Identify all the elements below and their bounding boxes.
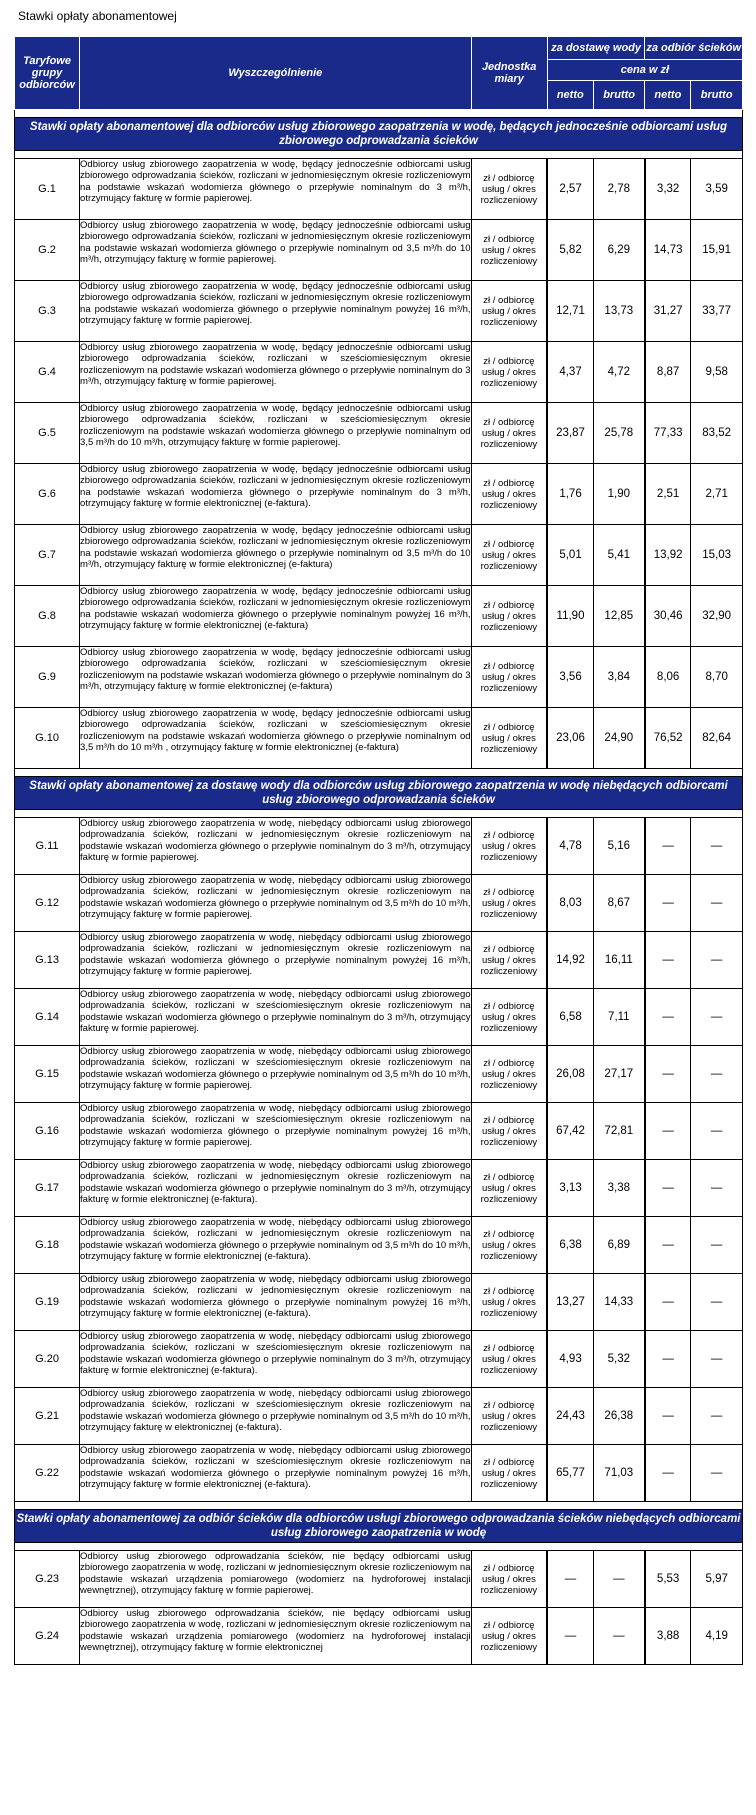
water-brutto: 5,32	[593, 1331, 645, 1388]
water-netto: 3,13	[547, 1160, 593, 1217]
table-row	[15, 1046, 743, 1103]
table-row	[15, 586, 743, 647]
unit-cell: zł / odbiorcę usług / okres rozliczeniowy	[471, 159, 547, 220]
section-title: Stawki opłaty abonamentowej za dostawę wody dla odbiorców usług zbiorowego zaopatrzenia w wodę niebędących odbiorcami usług zbiorowego odprowadzania ścieków	[15, 777, 743, 810]
unit-cell: zł / odbiorcę usług / okres rozliczeniowy	[471, 932, 547, 989]
water-netto: 12,71	[547, 281, 593, 342]
water-netto: 14,92	[547, 932, 593, 989]
group-code: G.24	[15, 1608, 80, 1665]
table-row	[15, 220, 743, 281]
water-netto: 8,03	[547, 875, 593, 932]
table-row	[15, 1274, 743, 1331]
table-row	[15, 708, 743, 769]
unit-cell: zł / odbiorcę usług / okres rozliczeniowy	[471, 1608, 547, 1665]
water-netto: —	[547, 1551, 593, 1608]
group-description: Odbiorcy usług zbiorowego zaopatrzenia w wodę, będący jednocześnie odbiorcami usług zbiorowego odprowadzania ścieków, rozliczani w jednomiesięcznym okresie rozliczeniowym na podstawie wskazań wodomierza głównego o przepływie nominalnym powyżej 16 m³/h, otrzymujący fakturę w formie elektronicznej (e-faktura)	[80, 586, 471, 647]
water-netto: 4,93	[547, 1331, 593, 1388]
water-brutto: 13,73	[593, 281, 645, 342]
group-code: G.20	[15, 1331, 80, 1388]
group-code: G.13	[15, 932, 80, 989]
sewage-netto: 30,46	[645, 586, 691, 647]
water-netto: 24,43	[547, 1388, 593, 1445]
group-code: G.11	[15, 818, 80, 875]
water-netto: 3,56	[547, 647, 593, 708]
group-code: G.23	[15, 1551, 80, 1608]
unit-cell: zł / odbiorcę usług / okres rozliczeniowy	[471, 281, 547, 342]
water-brutto: 7,11	[593, 989, 645, 1046]
sewage-netto: 77,33	[645, 403, 691, 464]
unit-cell: zł / odbiorcę usług / okres rozliczeniowy	[471, 1160, 547, 1217]
sewage-netto: —	[645, 989, 691, 1046]
unit-cell: zł / odbiorcę usług / okres rozliczeniowy	[471, 1103, 547, 1160]
water-netto: 23,87	[547, 403, 593, 464]
table-row	[15, 281, 743, 342]
water-netto: 65,77	[547, 1445, 593, 1502]
unit-cell: zł / odbiorcę usług / okres rozliczeniowy	[471, 1445, 547, 1502]
water-netto: 5,01	[547, 525, 593, 586]
group-code: G.10	[15, 708, 80, 769]
sewage-brutto: 3,59	[691, 159, 743, 220]
water-brutto: 12,85	[593, 586, 645, 647]
section-title: Stawki opłaty abonamentowej za odbiór ścieków dla odbiorców usługi zbiorowego odprowadzania ścieków niebędących odbiorcami usług zbiorowego zaopatrzenia w wodę	[15, 1510, 743, 1543]
sewage-netto: —	[645, 1046, 691, 1103]
sewage-netto-header: netto	[645, 80, 691, 109]
group-code: G.7	[15, 525, 80, 586]
group-description: Odbiorcy usług zbiorowego zaopatrzenia w wodę, niebędący odbiorcami usług zbiorowego odprowadzania ścieków, rozliczani w jednomiesięcznym okresie rozliczeniowym na podstawie wskazań wodomierza głównego o przepływie nominalnym od 3,5 m³/h do 10 m³/h, otrzymujący fakturę w formie papierowej.	[80, 875, 471, 932]
table-row	[15, 1445, 743, 1502]
sewage-brutto-header: brutto	[691, 80, 743, 109]
group-description: Odbiorcy usług zbiorowego odprowadzania ścieków, nie będący odbiorcami usług zbiorowego zaopatrzenia w wodę, rozliczani w jednomiesięcznym okresie rozliczeniowym na podstawie wskazań urządzenia pomiarowego (wodomierz na hydroforowej instalacji wewnętrznej), otrzymujący fakturę w formie papierowej.	[80, 1551, 471, 1608]
group-description: Odbiorcy usług zbiorowego zaopatrzenia w wodę, niebędący odbiorcami usług zbiorowego odprowadzania ścieków, rozliczani w sześciomiesięcznym okresie rozliczeniowym na podstawie wskazań wodomierza głównego o przepływie nominalnym do 3 m³/h, otrzymujący fakturę w formie papierowej.	[80, 989, 471, 1046]
water-netto: 6,58	[547, 989, 593, 1046]
group-code: G.2	[15, 220, 80, 281]
sewage-netto: —	[645, 1103, 691, 1160]
unit-cell: zł / odbiorcę usług / okres rozliczeniowy	[471, 1217, 547, 1274]
sewage-brutto: —	[691, 1274, 743, 1331]
tariff-table	[14, 36, 743, 1665]
unit-cell: zł / odbiorcę usług / okres rozliczeniowy	[471, 1388, 547, 1445]
sewage-brutto: —	[691, 818, 743, 875]
water-brutto: 6,89	[593, 1217, 645, 1274]
unit-cell: zł / odbiorcę usług / okres rozliczeniowy	[471, 586, 547, 647]
sewage-netto: 8,87	[645, 342, 691, 403]
water-netto: 23,06	[547, 708, 593, 769]
sewage-netto: 14,73	[645, 220, 691, 281]
group-code: G.22	[15, 1445, 80, 1502]
water-brutto: 3,84	[593, 647, 645, 708]
col-unit-header: Jednostka miary	[471, 37, 547, 110]
water-brutto: 71,03	[593, 1445, 645, 1502]
table-row	[15, 1331, 743, 1388]
water-brutto: 4,72	[593, 342, 645, 403]
water-brutto: 25,78	[593, 403, 645, 464]
table-row	[15, 818, 743, 875]
water-brutto: 8,67	[593, 875, 645, 932]
group-description: Odbiorcy usług zbiorowego zaopatrzenia w wodę, będący jednocześnie odbiorcami usług zbiorowego odprowadzania ścieków, rozliczani w jednomiesięcznym okresie rozliczeniowym na podstawie wskazań wodomierza głównego o przepływie nominalnym od 3,5 m³/h do 10 m³/h, otrzymujący fakturę w formie elektronicznej (e-faktura)	[80, 525, 471, 586]
sewage-netto: 5,53	[645, 1551, 691, 1608]
water-brutto: 72,81	[593, 1103, 645, 1160]
water-netto: 67,42	[547, 1103, 593, 1160]
section-title: Stawki opłaty abonamentowej dla odbiorców usług zbiorowego zaopatrzenia w wodę, będących jednocześnie odbiorcami usług zbiorowego odprowadzania ścieków	[15, 118, 743, 151]
group-description: Odbiorcy usług zbiorowego zaopatrzenia w wodę, będący jednocześnie odbiorcami usług zbiorowego odprowadzania ścieków, rozliczani w jednomiesięcznym okresie rozliczeniowym na podstawie wskazań wodomierza głównego o przepływie nominalnym powyżej 16 m³/h, otrzymujący fakturę w formie papierowej.	[80, 281, 471, 342]
sewage-netto: 13,92	[645, 525, 691, 586]
water-brutto: 27,17	[593, 1046, 645, 1103]
sewage-brutto: 5,97	[691, 1551, 743, 1608]
group-description: Odbiorcy usług zbiorowego zaopatrzenia w wodę, niebędący odbiorcami usług zbiorowego odprowadzania ścieków, rozliczani w jednomiesięcznym okresie rozliczeniowym na podstawie wskazań wodomierza głównego o przepływie nominalnym do 3 m³/h, otrzymujący fakturę w formie elektronicznej (e-faktura).	[80, 1160, 471, 1217]
group-description: Odbiorcy usług zbiorowego zaopatrzenia w wodę, niebędący odbiorcami usług zbiorowego odprowadzania ścieków, rozliczani w sześciomiesięcznym okresie rozliczeniowym na podstawie wskazań wodomierza głównego o przepływie nominalnym do 3 m³/h, otrzymujący fakturę w formie elektronicznej (e-faktura).	[80, 1331, 471, 1388]
sewage-brutto: 83,52	[691, 403, 743, 464]
water-brutto: 24,90	[593, 708, 645, 769]
group-code: G.18	[15, 1217, 80, 1274]
sewage-netto: 3,88	[645, 1608, 691, 1665]
group-code: G.17	[15, 1160, 80, 1217]
group-code: G.19	[15, 1274, 80, 1331]
table-row	[15, 464, 743, 525]
unit-cell: zł / odbiorcę usług / okres rozliczeniowy	[471, 1274, 547, 1331]
table-body	[15, 110, 743, 1665]
table-row	[15, 159, 743, 220]
sewage-brutto: —	[691, 1331, 743, 1388]
water-netto-header: netto	[547, 80, 593, 109]
group-code: G.12	[15, 875, 80, 932]
sewage-netto: —	[645, 875, 691, 932]
unit-cell: zł / odbiorcę usług / okres rozliczeniowy	[471, 708, 547, 769]
table-row	[15, 1608, 743, 1665]
group-description: Odbiorcy usług zbiorowego zaopatrzenia w wodę, będący jednocześnie odbiorcami usług zbiorowego odprowadzania ścieków, rozliczani w jednomiesięcznym okresie rozliczeniowym na podstawie wskazań wodomierza głównego o przepływie nominalnym do 3 m³/h, otrzymujący fakturę w formie elektronicznej (e-faktura).	[80, 464, 471, 525]
unit-cell: zł / odbiorcę usług / okres rozliczeniowy	[471, 403, 547, 464]
section-gap	[15, 151, 743, 159]
group-description: Odbiorcy usług zbiorowego zaopatrzenia w wodę, niebędący odbiorcami usług zbiorowego odprowadzania ścieków, rozliczani w sześciomiesięcznym okresie rozliczeniowym na podstawie wskazań wodomierza głównego o przepływie nominalnym powyżej 16 m³/h, otrzymujący fakturę w formie elektronicznej (e-faktura).	[80, 1445, 471, 1502]
group-description: Odbiorcy usług zbiorowego zaopatrzenia w wodę, będący jednocześnie odbiorcami usług zbiorowego odprowadzania ścieków, rozliczani w jednomiesięcznym okresie rozliczeniowym na podstawie wskazań wodomierza głównego o przepływie nominalnym od 3,5 m³/h do 10 m³/h, otrzymujący fakturę w formie papierowej.	[80, 220, 471, 281]
table-row	[15, 875, 743, 932]
group-description: Odbiorcy usług zbiorowego zaopatrzenia w wodę, niebędący odbiorcami usług zbiorowego odprowadzania ścieków, rozliczani w jednomiesięcznym okresie rozliczeniowym na podstawie wskazań wodomierza głównego o przepływie nominalnym od 3,5 m³/h do 10 m³/h, otrzymujący fakturę w formie elektronicznej (e-faktura).	[80, 1217, 471, 1274]
group-code: G.5	[15, 403, 80, 464]
sewage-netto: —	[645, 1445, 691, 1502]
section-gap	[15, 1502, 743, 1510]
water-netto: 5,82	[547, 220, 593, 281]
sewage-brutto: —	[691, 932, 743, 989]
group-description: Odbiorcy usług zbiorowego zaopatrzenia w wodę, niebędący odbiorcami usług zbiorowego odprowadzania ścieków, rozliczani w jednomiesięcznym okresie rozliczeniowym na podstawie wskazań wodomierza głównego o przepływie nominalnym powyżej 16 m³/h, otrzymujący fakturę w formie elektronicznej (e-faktura).	[80, 1274, 471, 1331]
sewage-brutto: 82,64	[691, 708, 743, 769]
group-code: G.15	[15, 1046, 80, 1103]
sewage-netto: —	[645, 1160, 691, 1217]
sewage-brutto: 33,77	[691, 281, 743, 342]
group-code: G.9	[15, 647, 80, 708]
water-brutto: 1,90	[593, 464, 645, 525]
group-description: Odbiorcy usług zbiorowego odprowadzania ścieków, nie będący odbiorcami usług zbiorowego zaopatrzenia w wodę, rozliczani w jednomiesięcznym okresie rozliczeniowym na podstawie wskazań urządzenia pomiarowego (wodomierz na hydroforowej instalacji wewnętrznej), otrzymujący fakturę w formie elektronicznej	[80, 1608, 471, 1665]
unit-cell: zł / odbiorcę usług / okres rozliczeniowy	[471, 818, 547, 875]
group-description: Odbiorcy usług zbiorowego zaopatrzenia w wodę, niebędący odbiorcami usług zbiorowego odprowadzania ścieków, rozliczani w sześciomiesięcznym okresie rozliczeniowym na podstawie wskazań wodomierza głównego o przepływie nominalnym od 3,5 m³/h do 10 m³/h, otrzymujący fakturę w formie papierowej.	[80, 1046, 471, 1103]
group-code: G.21	[15, 1388, 80, 1445]
water-brutto: —	[593, 1551, 645, 1608]
section-gap	[15, 110, 743, 118]
water-netto: 13,27	[547, 1274, 593, 1331]
sewage-brutto: 9,58	[691, 342, 743, 403]
water-netto: 4,78	[547, 818, 593, 875]
water-netto: —	[547, 1608, 593, 1665]
sewage-netto: —	[645, 818, 691, 875]
water-netto: 1,76	[547, 464, 593, 525]
unit-cell: zł / odbiorcę usług / okres rozliczeniowy	[471, 647, 547, 708]
sewage-header: za odbiór ścieków	[645, 37, 743, 60]
group-description: Odbiorcy usług zbiorowego zaopatrzenia w wodę, będący jednocześnie odbiorcami usług zbiorowego odprowadzania ścieków, rozliczani w sześciomiesięcznym okresie rozliczeniowym na podstawie wskazań wodomierza głównego o przepływie nominalnym od 3,5 m³/h do 10 m³/h, otrzymujący fakturę w formie papierowej.	[80, 403, 471, 464]
water-brutto: 5,16	[593, 818, 645, 875]
page-title: Stawki opłaty abonamentowej	[18, 9, 177, 23]
sewage-brutto: —	[691, 1388, 743, 1445]
sewage-netto: —	[645, 1388, 691, 1445]
water-brutto: 6,29	[593, 220, 645, 281]
group-code: G.1	[15, 159, 80, 220]
group-description: Odbiorcy usług zbiorowego zaopatrzenia w wodę, będący jednocześnie odbiorcami usług zbiorowego odprowadzania ścieków, rozliczani w sześciomiesięcznym okresie rozliczeniowym na podstawie wskazań wodomierza głównego o przepływie nominalnym od 3,5 m³/h do 10 m³/h , otrzymujący fakturę w formie elektronicznej (e-faktura)	[80, 708, 471, 769]
sewage-brutto: —	[691, 1160, 743, 1217]
unit-cell: zł / odbiorcę usług / okres rozliczeniowy	[471, 875, 547, 932]
section-gap	[15, 769, 743, 777]
col-group-header: Taryfowe grupy odbiorców	[15, 37, 80, 110]
sewage-brutto: 2,71	[691, 464, 743, 525]
water-brutto: 3,38	[593, 1160, 645, 1217]
table-header	[15, 37, 743, 110]
table-row	[15, 403, 743, 464]
sewage-netto: 8,06	[645, 647, 691, 708]
sewage-brutto: 8,70	[691, 647, 743, 708]
table-row	[15, 1388, 743, 1445]
water-brutto: 5,41	[593, 525, 645, 586]
group-code: G.6	[15, 464, 80, 525]
unit-cell: zł / odbiorcę usług / okres rozliczeniowy	[471, 989, 547, 1046]
sewage-netto: 76,52	[645, 708, 691, 769]
water-netto: 6,38	[547, 1217, 593, 1274]
sewage-netto: —	[645, 1217, 691, 1274]
group-code: G.14	[15, 989, 80, 1046]
group-description: Odbiorcy usług zbiorowego zaopatrzenia w wodę, będący jednocześnie odbiorcami usług zbiorowego odprowadzania ścieków, rozliczani w jednomiesięcznym okresie rozliczeniowym na podstawie wskazań wodomierza głównego o przepływie nominalnym do 3 m³/h, otrzymujący fakturę w formie papierowej.	[80, 159, 471, 220]
water-brutto: 14,33	[593, 1274, 645, 1331]
unit-cell: zł / odbiorcę usług / okres rozliczeniowy	[471, 1331, 547, 1388]
group-description: Odbiorcy usług zbiorowego zaopatrzenia w wodę, niebędący odbiorcami usług zbiorowego odprowadzania ścieków, rozliczani w jednomiesięcznym okresie rozliczeniowym na podstawie wskazań wodomierza głównego o przepływie nominalnym do 3 m³/h, otrzymujący fakturę w formie papierowej.	[80, 818, 471, 875]
water-brutto-header: brutto	[593, 80, 645, 109]
table-row	[15, 989, 743, 1046]
group-description: Odbiorcy usług zbiorowego zaopatrzenia w wodę, niebędący odbiorcami usług zbiorowego odprowadzania ścieków, rozliczani w sześciomiesięcznym okresie rozliczeniowym na podstawie wskazań wodomierza głównego o przepływie nominalnym od 3,5 m³/h do 10 m³/h, otrzymujący fakturę w elektronicznej (e-faktura).	[80, 1388, 471, 1445]
sewage-netto: —	[645, 1331, 691, 1388]
table-row	[15, 525, 743, 586]
water-netto: 26,08	[547, 1046, 593, 1103]
sewage-brutto: —	[691, 875, 743, 932]
table-row	[15, 342, 743, 403]
sewage-brutto: —	[691, 989, 743, 1046]
group-code: G.4	[15, 342, 80, 403]
water-brutto: 16,11	[593, 932, 645, 989]
water-header: za dostawę wody	[547, 37, 645, 60]
group-code: G.3	[15, 281, 80, 342]
col-desc-header: Wyszczególnienie	[80, 37, 471, 110]
water-brutto: 2,78	[593, 159, 645, 220]
sewage-brutto: 4,19	[691, 1608, 743, 1665]
sewage-brutto: —	[691, 1217, 743, 1274]
unit-cell: zł / odbiorcę usług / okres rozliczeniowy	[471, 464, 547, 525]
water-brutto: —	[593, 1608, 645, 1665]
sewage-netto: 3,32	[645, 159, 691, 220]
sewage-brutto: —	[691, 1445, 743, 1502]
sewage-brutto: 15,91	[691, 220, 743, 281]
water-netto: 4,37	[547, 342, 593, 403]
sewage-netto: —	[645, 1274, 691, 1331]
sewage-brutto: —	[691, 1046, 743, 1103]
price-header: cena w zł	[547, 59, 742, 80]
group-code: G.16	[15, 1103, 80, 1160]
unit-cell: zł / odbiorcę usług / okres rozliczeniowy	[471, 342, 547, 403]
sewage-brutto: 32,90	[691, 586, 743, 647]
group-description: Odbiorcy usług zbiorowego zaopatrzenia w wodę, będący jednocześnie odbiorcami usług zbiorowego odprowadzania ścieków, rozliczani w sześciomiesięcznym okresie rozliczeniowym na podstawie wskazań wodomierza głównego o przepływie nominalnym do 3 m³/h, otrzymujący fakturę w formie elektronicznej (e-faktura)	[80, 647, 471, 708]
sewage-brutto: —	[691, 1103, 743, 1160]
group-description: Odbiorcy usług zbiorowego zaopatrzenia w wodę, niebędący odbiorcami usług zbiorowego odprowadzania ścieków, rozliczani w jednomiesięcznym okresie rozliczeniowym na podstawie wskazań wodomierza głównego o przepływie nominalnym powyżej 16 m³/h, otrzymujący fakturę w formie papierowej.	[80, 932, 471, 989]
table-row	[15, 1551, 743, 1608]
water-netto: 2,57	[547, 159, 593, 220]
unit-cell: zł / odbiorcę usług / okres rozliczeniowy	[471, 1551, 547, 1608]
water-brutto: 26,38	[593, 1388, 645, 1445]
group-code: G.8	[15, 586, 80, 647]
unit-cell: zł / odbiorcę usług / okres rozliczeniowy	[471, 1046, 547, 1103]
unit-cell: zł / odbiorcę usług / okres rozliczeniowy	[471, 220, 547, 281]
table-row	[15, 1103, 743, 1160]
group-description: Odbiorcy usług zbiorowego zaopatrzenia w wodę, niebędący odbiorcami usług zbiorowego odprowadzania ścieków, rozliczani w sześciomiesięcznym okresie rozliczeniowym na podstawie wskazań wodomierza głównego o przepływie nominalnym powyżej 16 m³/h, otrzymujący fakturę w formie papierowej.	[80, 1103, 471, 1160]
unit-cell: zł / odbiorcę usług / okres rozliczeniowy	[471, 525, 547, 586]
water-netto: 11,90	[547, 586, 593, 647]
table-row	[15, 1217, 743, 1274]
table-row	[15, 932, 743, 989]
sewage-netto: —	[645, 932, 691, 989]
table-row	[15, 1160, 743, 1217]
sewage-netto: 31,27	[645, 281, 691, 342]
sewage-brutto: 15,03	[691, 525, 743, 586]
section-gap	[15, 1543, 743, 1551]
group-description: Odbiorcy usług zbiorowego zaopatrzenia w wodę, będący jednocześnie odbiorcami usług zbiorowego odprowadzania ścieków, rozliczani w sześciomiesięcznym okresie rozliczeniowym na podstawie wskazań wodomierza głównego o przepływie nominalnym do 3 m³/h, otrzymujący fakturę w formie papierowej.	[80, 342, 471, 403]
section-gap	[15, 810, 743, 818]
sewage-netto: 2,51	[645, 464, 691, 525]
table-row	[15, 647, 743, 708]
